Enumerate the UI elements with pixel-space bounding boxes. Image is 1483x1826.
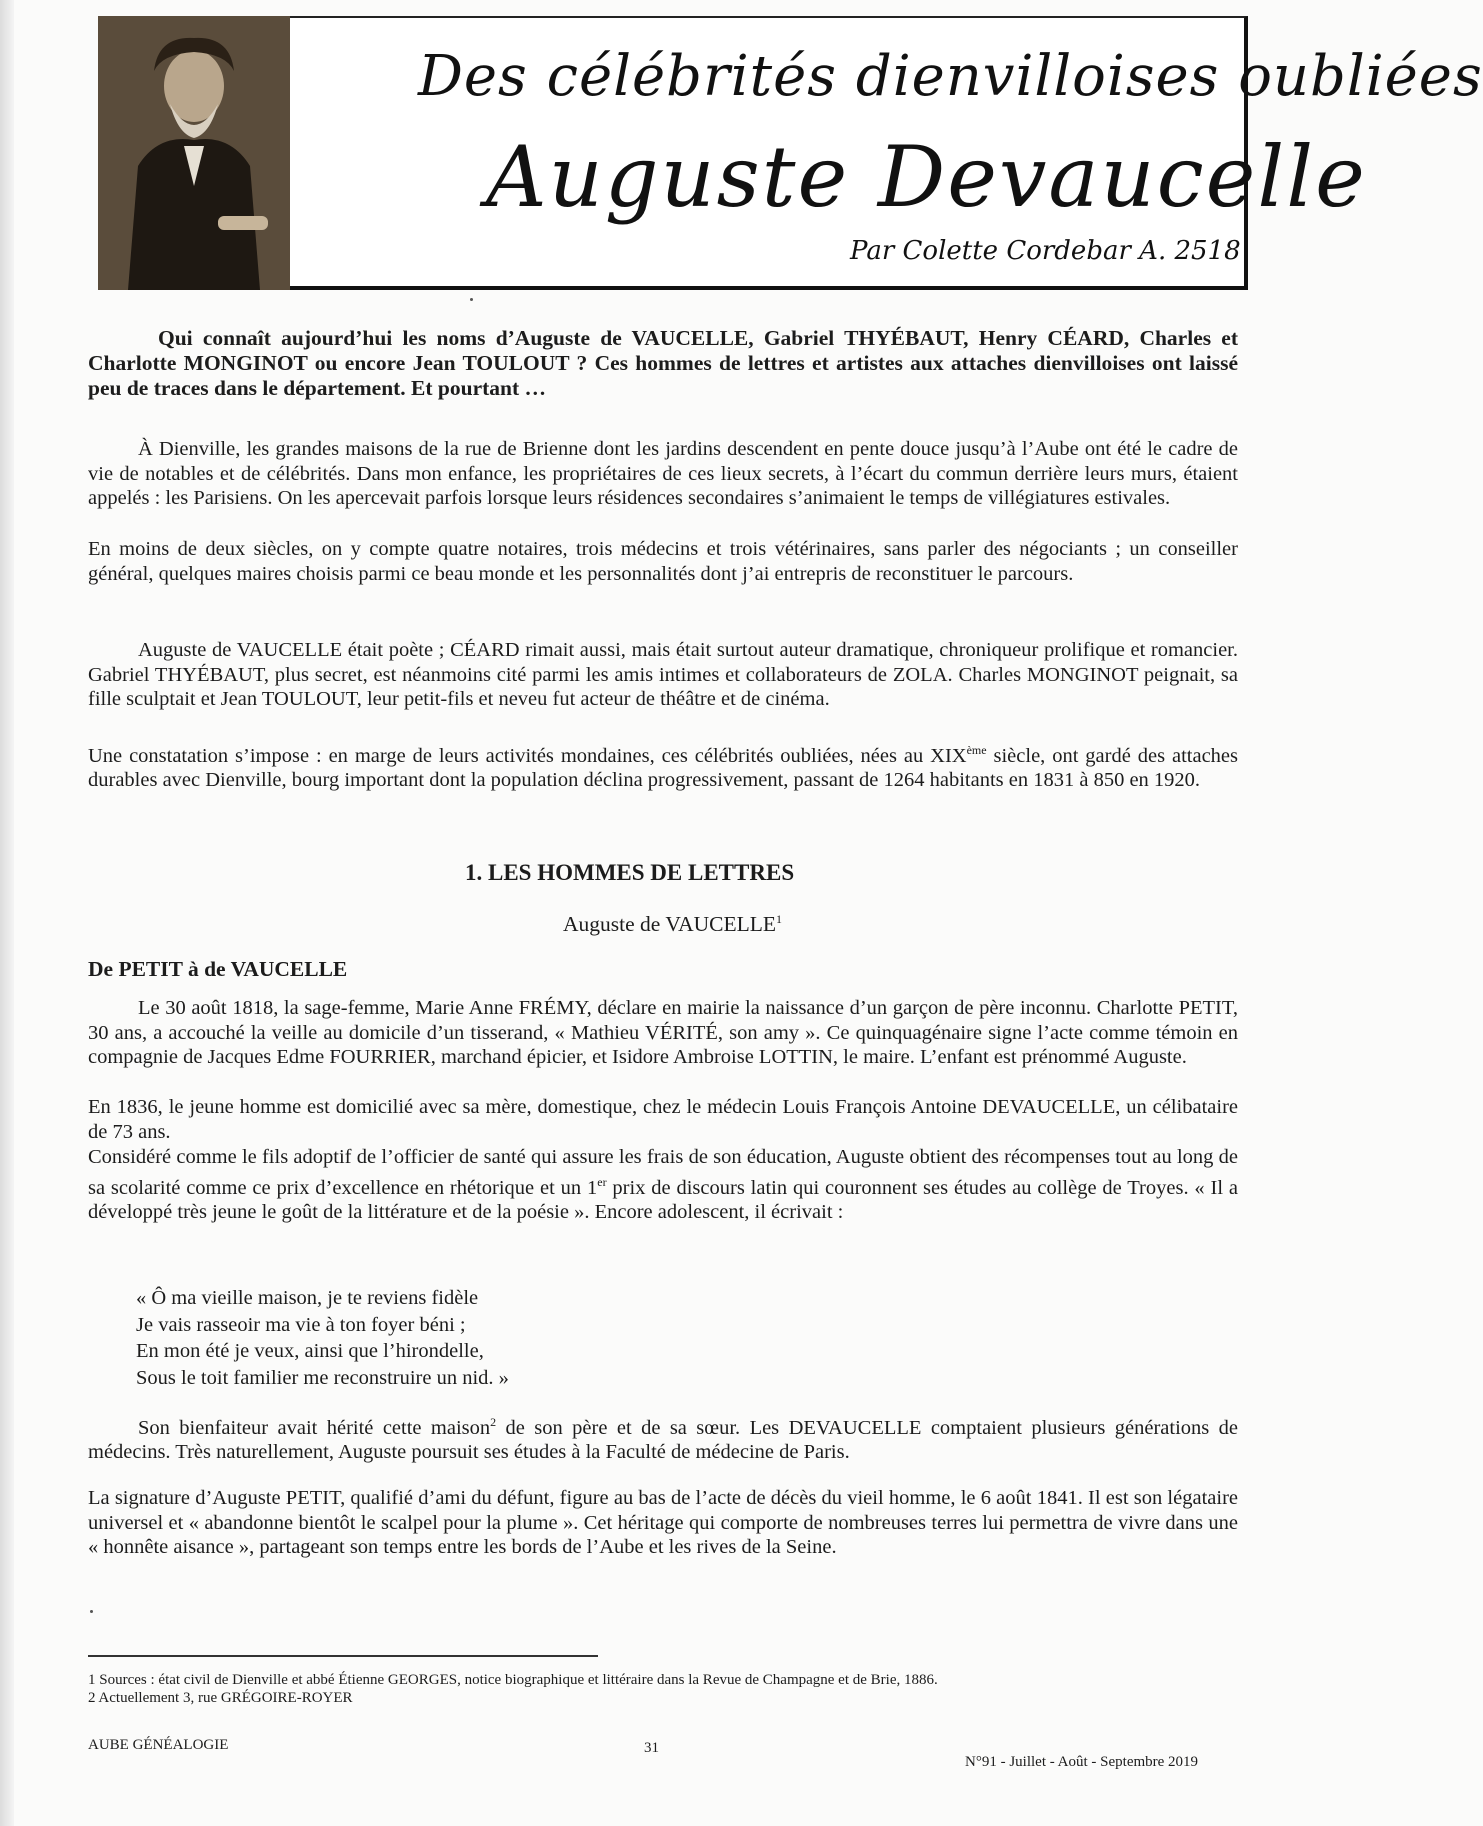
footnote-rule (88, 1655, 598, 1657)
page-edge-shadow (0, 0, 14, 1826)
poem-line: En mon été je veux, ainsi que l’hirondelle, (136, 1340, 484, 1362)
byline: Par Colette Cordebar A. 2518 (850, 236, 1241, 266)
paragraph-constatation: Une constatation s’impose : en marge de leurs activités mondaines, ces célébrités oubliées, nées au XIXème siècle, ont gardé des attaches durables avec Dienville, bourg important dont la population déclina progressivement, passant de 1264 habitants en 1831 à 850 en 1920. (88, 743, 1238, 792)
poem-line: « Ô ma vieille maison, je te reviens fidèle (136, 1287, 479, 1309)
footer-publication: AUBE GÉNÉALOGIE (88, 1737, 229, 1753)
series-title: Des célébrités dienvilloises oubliées (418, 44, 1483, 109)
scan-speck (90, 1610, 93, 1613)
poem-line: Je vais rasseoir ma vie à ton foyer béni ; (136, 1313, 466, 1336)
paragraph-artists: Auguste de VAUCELLE était poète ; CÉARD rimait aussi, mais était surtout auteur dramatique, chroniqueur prolifique et romancier. Gabriel THYÉBAUT, plus secret, est néanmoins cité parmi les amis intimes et collaborateurs de ZOLA. Charles MONGINOT peignait, sa fille sculptait et Jean TOULOUT, leur petit-fils et neveu fut acteur de théâtre et de cinéma. (88, 639, 1238, 710)
footnote-2: 2 Actuellement 3, rue GRÉGOIRE-ROYER (88, 1690, 353, 1706)
intro-paragraph: Qui connaît aujourd’hui les noms d’Auguste de VAUCELLE, Gabriel THYÉBAUT, Henry CÉARD, Charles et Charlotte MONGINOT ou encore Jean TOULOUT ? Ces hommes de lettres et artistes aux attaches dienvilloises ont laissé peu de traces dans le département. Et pourtant … (88, 326, 1238, 400)
footer-issue: N°91 - Juillet - Août - Septembre 2019 (965, 1754, 1199, 1770)
paragraph-studies: Considéré comme le fils adoptif de l’officier de santé qui assure les frais de son éducation, Auguste obtient des récompenses tout au long de sa scolarité comme ce prix d’excellence en rhétorique et un 1er prix de discours latin qui couronnent ses études au collège de Troyes. « Il a développé très jeune le goût de la littérature et de la poésie ». Encore adolescent, il écrivait : (88, 1146, 1238, 1223)
poem-line: Sous le toit familier me reconstruire un nid. » (136, 1366, 509, 1389)
scan-speck (470, 298, 473, 301)
paragraph-inheritance: La signature d’Auguste PETIT, qualifié d’ami du défunt, figure au bas de l’acte de décès du vieil homme, le 6 août 1841. Il est son légataire universel et « abandonne bientôt le scalpel pour la plume ». Cet héritage qui comporte de nombreuses terres lui permettra de vivre dans une « honnête aisance », partageant son temps entre les bords de l’Aube et les rives de la Seine. (88, 1487, 1238, 1558)
paragraph-dienville: À Dienville, les grandes maisons de la rue de Brienne dont les jardins descendent en pente douce jusqu’à l’Aube ont été le cadre de vie de notables et de célébrités. Dans mon enfance, les propriétaires de ces lieux secrets, à l’écart du commun derrière leurs murs, étaient appelés : les Parisiens. On les apercevait parfois lorsque leurs résidences secondaires s’animaient le temps de villégiatures estivales. (88, 438, 1238, 509)
paragraph-birth: Le 30 août 1818, la sage-femme, Marie Anne FRÉMY, déclare en mairie la naissance d’un garçon de père inconnu. Charlotte PETIT, 30 ans, a accouché la veille au domicile d’un tisserand, « Mathieu VÉRITÉ, son amy ». Ce quinquagénaire signe l’acte comme témoin en compagnie de Jacques Edme FOURRIER, marchand épicier, et Isidore Ambroise LOTTIN, le maire. L’enfant est prénommé Auguste. (88, 997, 1238, 1068)
paragraph-notables: En moins de deux siècles, on y compte quatre notaires, trois médecins et trois vétérinaires, sans parler des négociants ; un conseiller général, quelques maires choisis parmi ce beau monde et les personnalités dont j’ai entrepris de reconstituer le parcours. (88, 538, 1238, 585)
footnote-1: 1 Sources : état civil de Dienville et abbé Étienne GEORGES, notice biographique et littéraire dans la Revue de Champagne et de Brie, 1886. (88, 1672, 938, 1688)
paragraph-benefactor: Son bienfaiteur avait hérité cette maison$^2$ de son père et de sa sœur. Les DEVAUCELLE comptaient plusieurs générations de médecins. Très naturellement, Auguste poursuit ses études à la Faculté de médecine de Paris. (88, 1415, 1238, 1464)
footer-page-number: 31 (644, 1740, 659, 1756)
paragraph-1836: En 1836, le jeune homme est domicilié avec sa mère, domestique, chez le médecin Louis François Antoine DEVAUCELLE, un célibataire de 73 ans. (88, 1096, 1238, 1143)
subject-heading: Auguste de VAUCELLE$^1$ (563, 912, 782, 937)
article-title: Auguste Devaucelle (486, 128, 1367, 226)
section-heading: 1. LES HOMMES DE LETTRES (465, 860, 795, 885)
portrait-photo (98, 16, 290, 290)
subheading: De PETIT à de VAUCELLE (88, 957, 348, 981)
poem (136, 1285, 509, 1391)
